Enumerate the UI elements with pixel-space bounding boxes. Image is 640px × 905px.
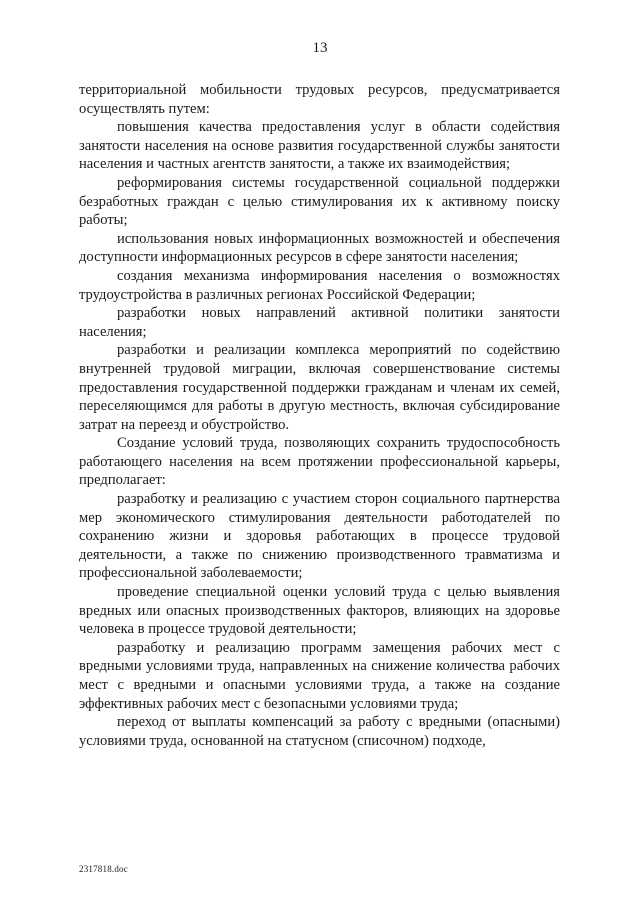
paragraph-continuation: территориальной мобильности трудовых ресурсов, предусматривается осуществлять путем: xyxy=(79,82,560,117)
paragraph-working-conditions-intro: Создание условий труда, позволяющих сохранить трудоспособность работающего населения на всем протяжении профессиональной карьеры, предполагает: xyxy=(79,435,560,489)
page-number: 13 xyxy=(312,40,328,56)
paragraph-social-support-reform: реформирования системы государственной социальной поддержки безработных граждан с целью стимулирования их к активному поиску работы; xyxy=(79,174,560,229)
paragraph-active-policy: разработки новых направлений активной политики занятости населения; xyxy=(79,305,560,340)
paragraph-employment-services: повышения качества предоставления услуг в области содействия занятости населения на основе развития государственной службы занятости населения и частных агентств занятости, а также их взаимодействия; xyxy=(79,119,560,173)
paragraph-special-assessment: проведение специальной оценки условий труда с целью выявления вредных или опасных производственных факторов, влияющих на здоровье человека в процессе трудовой деятельности; xyxy=(79,584,560,638)
footer-filename: 2317818.doc xyxy=(79,864,128,874)
paragraph-information-resources: использования новых информационных возможностей и обеспечения доступности информационных ресурсов в сфере занятости населения; xyxy=(79,230,560,266)
paragraph-labor-migration: разработки и реализации комплекса мероприятий по содействию внутренней трудовой миграции, включая совершенствование системы предоставления государственной поддержки гражданам и членам их семей, переселяющимся для работы в другую местность, включая субсидирование затрат на переезд и обустройство. xyxy=(79,342,560,433)
paragraph-informing-mechanism: создания механизма информирования населения о возможностях трудоустройства в различных регионах Российской Федерации; xyxy=(79,267,560,303)
paragraph-economic-incentives: разработку и реализацию с участием сторон социального партнерства мер экономического стимулирования деятельности работодателей по сохранению жизни и здоровья работающих в процессе трудовой деятельности, а также по снижению производственного травматизма и профессиональной заболеваемости; xyxy=(79,491,560,582)
paragraph-workplace-replacement: разработку и реализацию программ замещения рабочих мест с вредными условиями труда, направленных на снижение количества рабочих мест с вредными и опасными условиями труда, а также на создание эффективных рабочих мест с безопасными условиями труда; xyxy=(79,639,560,712)
paragraph-compensation-transition: переход от выплаты компенсаций за работу с вредными (опасными) условиями труда, основанной на статусном (списочном) подходе, xyxy=(79,714,560,749)
document-body xyxy=(79,81,560,750)
